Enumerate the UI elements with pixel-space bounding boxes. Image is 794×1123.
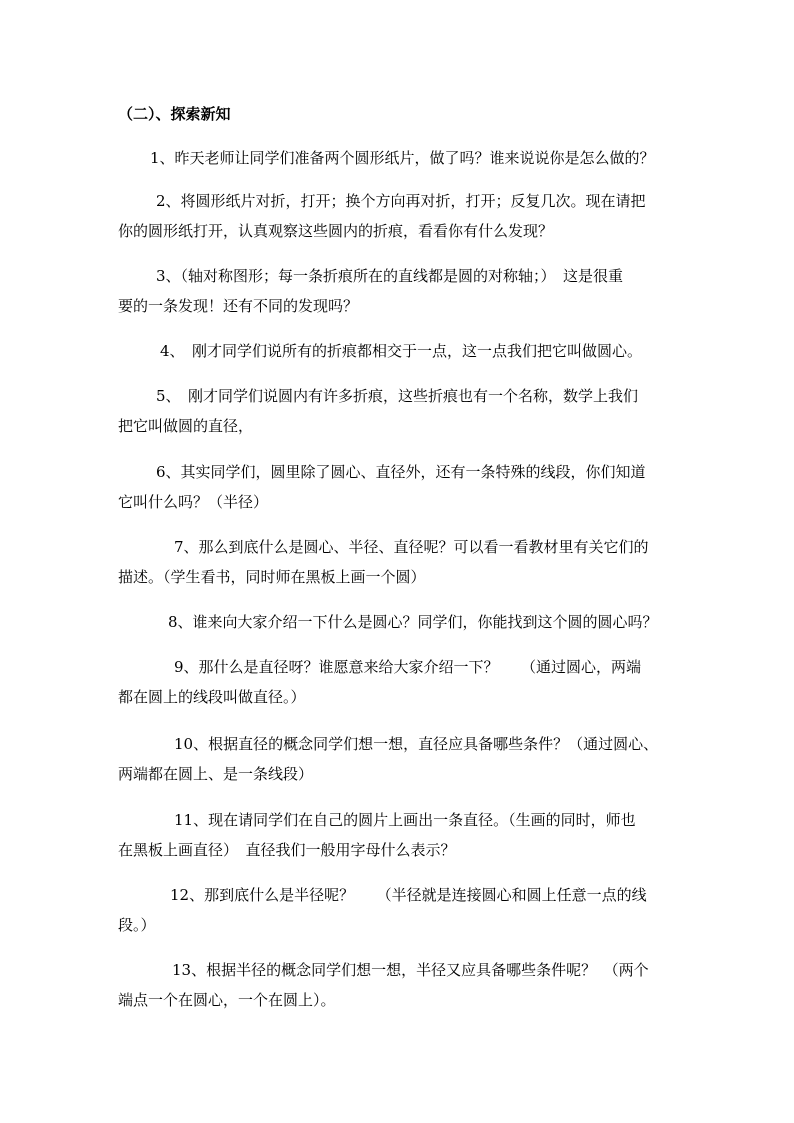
paragraph-line: 6、其实同学们，圆里除了圆心、直径外，还有一条特殊的线段，你们知道: [156, 463, 646, 481]
paragraph-10: [118, 729, 658, 789]
paragraph-line: 把它叫做圆的直径，: [118, 417, 254, 435]
paragraph-1: [150, 143, 655, 173]
paragraph-line: 5、 刚才同学们说圆内有许多折痕，这些折痕也有一个名称，数学上我们: [156, 387, 639, 405]
paragraph-2: [118, 186, 646, 246]
paragraph-line: 8、谁来向大家介绍一下什么是圆心？同学们，你能找到这个圆的圆心吗？: [168, 613, 658, 631]
paragraph-line: 它叫什么吗？（半径）: [118, 493, 269, 511]
paragraph-11: [118, 805, 636, 865]
paragraph-line: 4、 刚才同学们说所有的折痕都相交于一点，这一点我们把它叫做圆心。: [160, 342, 643, 360]
paragraph-line: 7、那么到底什么是圆心、半径、直径呢？可以看一看教材里有关它们的: [174, 538, 649, 556]
paragraph-line: 3、（轴对称图形；每一条折痕所在的直线都是圆的对称轴；） 这是很重: [156, 267, 624, 285]
paragraph-5: [118, 381, 638, 441]
paragraph-line: 要的一条发现！还有不同的发现吗？: [118, 297, 359, 315]
paragraph-line: 段。）: [118, 916, 156, 934]
section-heading: （二）、探索新知: [118, 105, 231, 123]
paragraph-8: [168, 607, 658, 637]
paragraph-line: 2、将圆形纸片对折，打开；换个方向再对折，打开；反复几次。现在请把: [156, 192, 646, 210]
paragraph-line: 10、根据直径的概念同学们想一想，直径应具备哪些条件？（通过圆心、: [174, 735, 659, 753]
paragraph-6: [118, 457, 646, 517]
paragraph-line: 在黑板上画直径） 直径我们一般用字母什么表示？: [118, 841, 456, 859]
paragraph-line: 9、那什么是直径呀？谁愿意来给大家介绍一下？ （通过圆心，两端: [174, 658, 642, 676]
paragraph-line: 13、根据半径的概念同学们想一想，半径又应具备哪些条件呢？ （两个: [172, 961, 649, 979]
paragraph-line: 描述。（学生看书，同时师在黑板上画一个圆）: [118, 568, 426, 586]
paragraph-line: 都在圆上的线段叫做直径。）: [118, 688, 306, 706]
paragraph-line: 端点一个在圆心，一个在圆上）。: [118, 991, 336, 1009]
paragraph-line: 两端都在圆上、是一条线段）: [118, 765, 314, 783]
paragraph-3: [118, 261, 623, 321]
paragraph-7: [118, 532, 649, 592]
paragraph-line: 11、现在请同学们在自己的圆片上画出一条直径。（生画的同时，师也: [174, 811, 636, 829]
paragraph-13: [118, 955, 649, 1015]
paragraph-12: [118, 880, 647, 940]
paragraph-line: 你的圆形纸打开，认真观察这些圆内的折痕，看看你有什么发现？: [118, 222, 554, 240]
paragraph-9: [118, 652, 641, 712]
paragraph-4: [160, 336, 642, 366]
paragraph-line: 1、昨天老师让同学们准备两个圆形纸片，做了吗？谁来说说你是怎么做的？: [150, 149, 655, 167]
paragraph-line: 12、那到底什么是半径呢？ （半径就是连接圆心和圆上任意一点的线: [170, 886, 647, 904]
